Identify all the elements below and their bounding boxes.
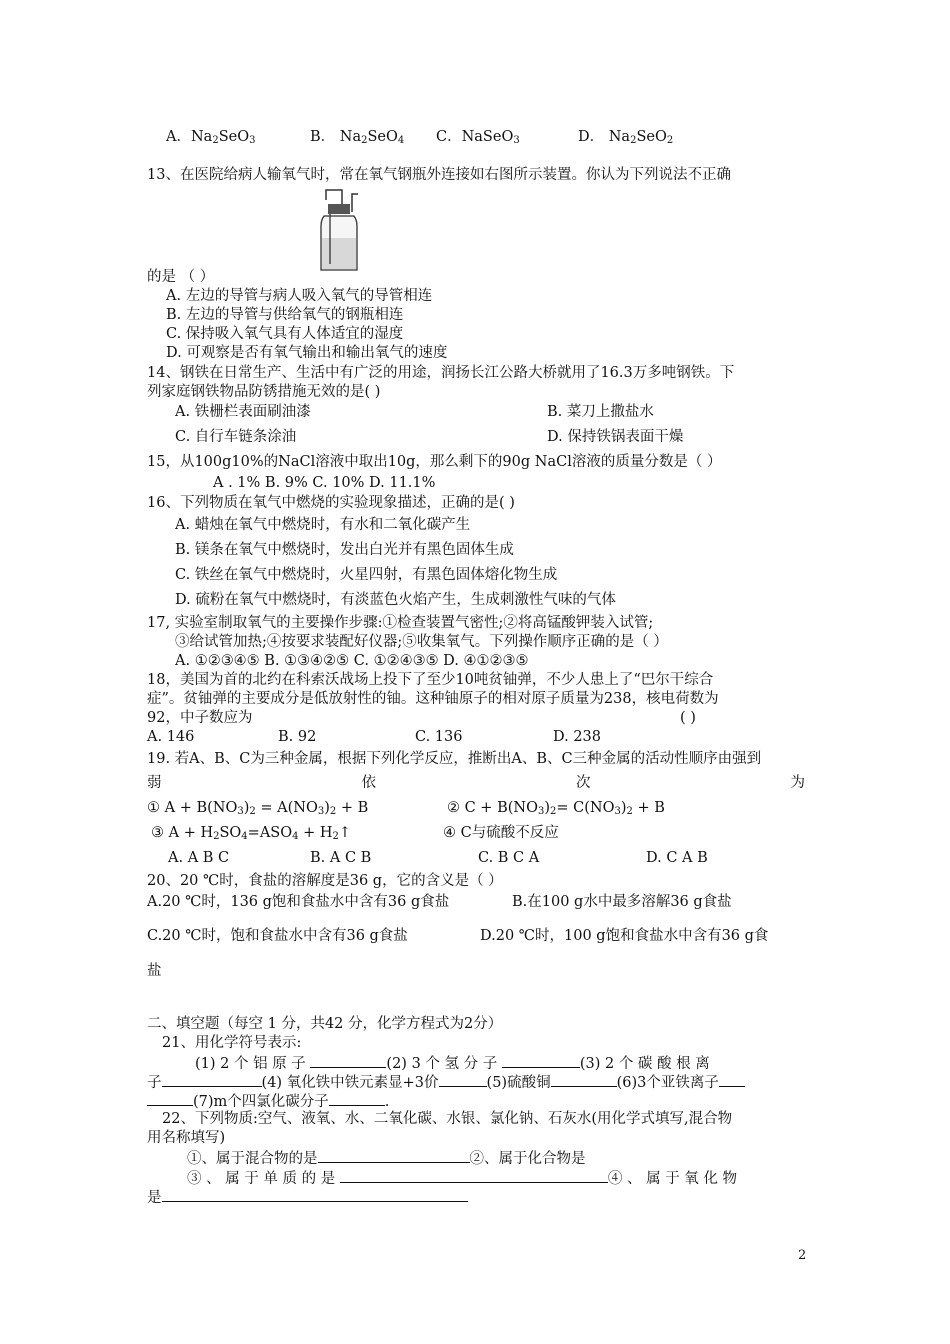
q15-stem: 15，从100g10%的NaCl溶液中取出10g，那么剩下的90g NaCl溶液的质量分数是（ ） — [147, 454, 722, 470]
q20-option-d-cont: 盐 — [147, 963, 162, 979]
q14-option-d: D. 保持铁锅表面干燥 — [547, 429, 684, 445]
q14-option-a: A. 铁栅栏表面刷油漆 — [175, 404, 311, 420]
q21-stem: 21、用化学符号表示: — [162, 1035, 302, 1051]
q17-stem: 17, 实验室制取氧气的主要操作步骤:①检查装置气密性;②将高锰酸钾装入试管; — [147, 615, 654, 631]
q20-option-a: A.20 ℃时，136 g饱和食盐水中含有36 g食盐 — [147, 894, 450, 910]
blank-line[interactable] — [162, 1187, 468, 1202]
q19-word: 依 — [361, 775, 376, 791]
q19-word: 次 — [576, 775, 591, 791]
q14-stem-cont: 列家庭钢铁物品防锈措施无效的是( ) — [147, 384, 381, 400]
q19-option-b: B. A C B — [310, 850, 372, 866]
q21-line-3: (7)m个四氯化碳分子 . — [147, 1091, 389, 1111]
q19-option-d: D. C A B — [646, 850, 708, 866]
q20-option-d: D.20 ℃时，100 g饱和食盐水中含有36 g食 — [480, 928, 769, 944]
page-number: 2 — [798, 1248, 807, 1263]
q13-stem: 13、在医院给病人输氧气时，常在氧气钢瓶外连接如右图所示装置。你认为下列说法不正确 — [147, 167, 731, 183]
q16-stem: 16、下列物质在氧气中燃烧的实验现象描述，正确的是( ) — [147, 495, 515, 511]
q12-option-c: C．NaSeO$_3$ — [436, 129, 520, 146]
q20-stem: 20、20 ℃时，食盐的溶解度是36 g，它的含义是（ ） — [147, 873, 503, 889]
q15-options: A . 1% B. 9% C. 10% D. 11.1% — [213, 475, 436, 491]
q12-option-d: D． $Na_2SeO_2$ — [578, 129, 674, 146]
blank-line[interactable] — [439, 1072, 487, 1087]
gas-washing-bottle-figure — [316, 186, 362, 276]
q17-stem-cont: ③给试管加热;④按要求装配好仪器;⑤收集氧气。下列操作顺序正确的是（ ） — [175, 634, 668, 650]
q19-equation-3: ③ $A + H_2SO_4=ASO_4$ + $H_2↑$ — [151, 825, 352, 842]
q13-option-c: C. 保持吸入氧气具有人体适宜的湿度 — [166, 326, 404, 342]
q19-equation-4: ④ C与硫酸不反应 — [443, 825, 559, 841]
q22-stem: 22、下列物质:空气、液氧、水、二氧化碳、水银、氯化钠、石灰水(用化学式填写,混合物 — [162, 1111, 733, 1127]
q22-line-3: 是 — [147, 1187, 468, 1207]
q22-line-2: ③ 、 属 于 单 质 的 是 ④ 、 属 于 氧 化 物 — [187, 1168, 737, 1188]
q14-stem: 14、钢铁在日常生产、生活中有广泛的用途，润扬长江公路大桥就用了16.3万多吨钢铁。下 — [147, 365, 735, 381]
q18-stem-cont: 症”。贫铀弹的主要成分是低放射性的铀。这种铀原子的相对原子质量为238，核电荷数为 — [147, 691, 719, 707]
q18-option-b: B. 92 — [278, 729, 317, 745]
q19-stem: 19. 若A、B、C为三种金属，根据下列化学反应，推断出A、B、C三种金属的活动性顺序由强到 — [147, 751, 762, 767]
q20-option-b: B.在100 g水中最多溶解36 g食盐 — [512, 894, 732, 910]
q19-stem-cont — [147, 774, 805, 792]
q16-option-c: C. 铁丝在氧气中燃烧时，火星四射，有黑色固体熔化物生成 — [175, 567, 558, 583]
blank-line[interactable] — [719, 1072, 745, 1087]
q14-option-c: C. 自行车链条涂油 — [175, 429, 297, 445]
q13-stem-cont: 的是 （ ） — [147, 269, 215, 285]
q18-option-a: A. 146 — [147, 729, 195, 745]
q12-option-a: A．$Na_2SeO_3$ — [166, 129, 256, 146]
q19-option-c: C. B C A — [478, 850, 540, 866]
q12-option-b: B． $Na_2SeO_4$ — [310, 129, 405, 146]
q18-stem: 18，美国为首的北约在科索沃战场上投下了至少10吨贫铀弹，不少人患上了“巴尔干综合 — [147, 672, 714, 688]
q16-option-b: B. 镁条在氧气中燃烧时，发出白光并有黑色固体生成 — [175, 542, 514, 558]
blank-line[interactable] — [318, 1148, 470, 1163]
q18-answer-paren: ( ) — [680, 710, 696, 726]
blank-line[interactable] — [162, 1072, 262, 1087]
blank-line[interactable] — [340, 1168, 608, 1183]
blank-line[interactable] — [551, 1072, 617, 1087]
q19-equation-2: ② $C + B(NO_3)_2= C(NO_3)_2 + B$ — [447, 800, 665, 817]
q17-options: A. ①②③④⑤ B. ①③④②⑤ C. ①②④③⑤ D. ④①②③⑤ — [175, 653, 529, 669]
q14-option-b: B. 菜刀上撒盐水 — [547, 404, 654, 420]
q18-option-d: D. 238 — [553, 729, 602, 745]
q18-stem-cont2: 92，中子数应为 — [147, 710, 253, 726]
blank-line[interactable] — [329, 1091, 385, 1106]
q19-word: 为 — [790, 775, 805, 791]
blank-line[interactable] — [310, 1053, 386, 1068]
q22-stem-cont: 用名称填写) — [147, 1130, 226, 1146]
blank-line[interactable] — [147, 1091, 193, 1106]
q16-option-a: A. 蜡烛在氧气中燃烧时，有水和二氧化碳产生 — [175, 517, 471, 533]
q13-option-b: B. 左边的导管与供给氧气的钢瓶相连 — [166, 307, 404, 323]
q13-option-a: A. 左边的导管与病人吸入氧气的导管相连 — [166, 288, 433, 304]
q16-option-d: D. 硫粉在氧气中燃烧时，有淡蓝色火焰产生，生成刺激性气味的气体 — [175, 592, 616, 608]
q13-option-d: D. 可观察是否有氧气输出和输出氧气的速度 — [166, 345, 448, 361]
q20-option-c: C.20 ℃时，饱和食盐水中含有36 g食盐 — [147, 928, 408, 944]
q21-line-1: (1) 2 个 铝 原 子 (2) 3 个 氢 分 子 (3) 2 个 碳 酸 根 离 — [195, 1053, 710, 1073]
q18-option-c: C. 136 — [415, 729, 463, 745]
q22-line-1: ①、属于混合物的是 ②、属于化合物是 — [187, 1148, 586, 1168]
section-2-heading: 二、填空题（每空 1 分，共42 分，化学方程式为2分） — [147, 1016, 503, 1032]
q19-word: 弱 — [147, 775, 162, 791]
q19-option-a: A. A B C — [168, 850, 230, 866]
q21-line-2: 子 (4) 氧化铁中铁元素显+3价 (5)硫酸铜 (6)3个亚铁离子 — [147, 1072, 745, 1092]
blank-line[interactable] — [502, 1053, 580, 1068]
q19-equation-1: ① $A + B(NO_3)_2 = A(NO_3)_2 + B$ — [147, 800, 369, 817]
